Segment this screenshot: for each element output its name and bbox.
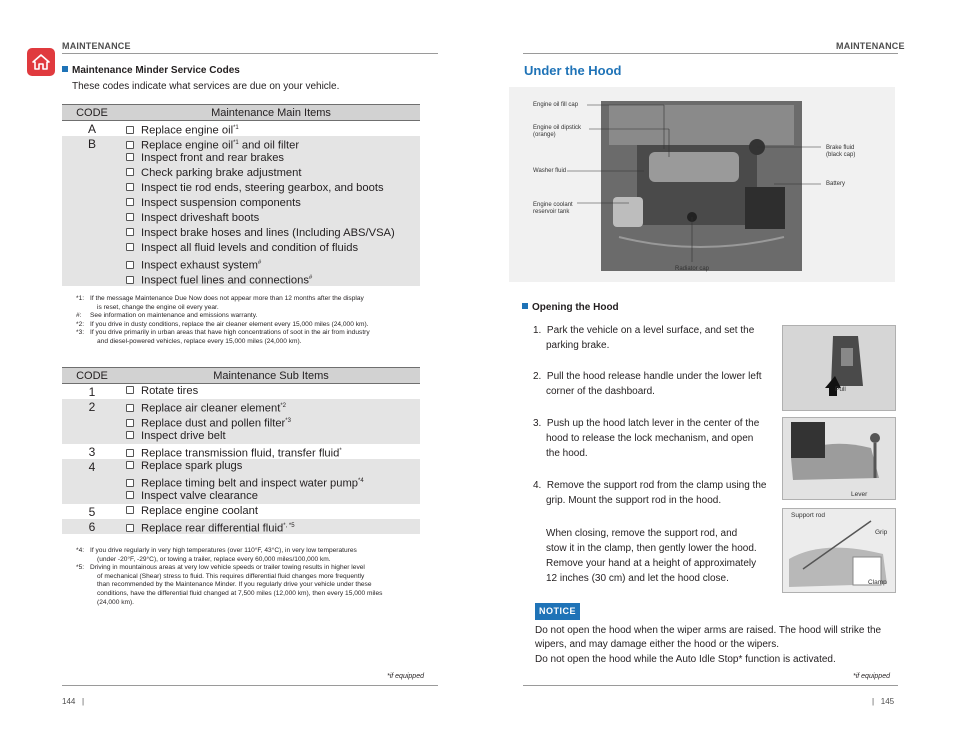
item-box-icon bbox=[126, 491, 134, 499]
item-text: Inspect drive belt bbox=[141, 430, 226, 442]
item-box-icon bbox=[126, 243, 134, 251]
maintenance-item bbox=[122, 181, 420, 196]
item-text: Inspect driveshaft boots bbox=[141, 212, 260, 224]
table-row bbox=[62, 384, 420, 400]
item-text: Inspect fuel lines and connections bbox=[141, 274, 309, 287]
footnote-line bbox=[76, 547, 441, 556]
footnote-mark: #: bbox=[76, 312, 82, 320]
item-text: Replace engine coolant bbox=[141, 505, 258, 517]
footnote-text: than recommended by the Maintenance Minder. If you regularly drive your vehicle under these bbox=[97, 581, 372, 589]
maintenance-item bbox=[122, 504, 420, 519]
maintenance-item bbox=[122, 399, 420, 414]
item-box-icon bbox=[126, 198, 134, 206]
footnotes-sub bbox=[76, 547, 441, 607]
table-row bbox=[62, 121, 420, 137]
footnote-line bbox=[76, 338, 441, 347]
item-text: Replace engine oil bbox=[141, 139, 234, 152]
photo-hood-release bbox=[782, 325, 896, 411]
table-row bbox=[62, 444, 420, 459]
item-text: Replace spark plugs bbox=[141, 460, 243, 472]
item-box-icon bbox=[126, 153, 134, 161]
item-footnote-mark: *1 bbox=[233, 140, 239, 146]
opening-hood-title: Opening the Hood bbox=[522, 302, 619, 313]
maintenance-item bbox=[122, 151, 420, 166]
maintenance-item bbox=[122, 489, 420, 504]
main-table-items-header: Maintenance Main Items bbox=[122, 105, 420, 121]
photo-hood-latch bbox=[782, 417, 896, 500]
maintenance-items-cell bbox=[122, 519, 420, 534]
item-footnote-mark: *4 bbox=[358, 478, 364, 484]
item-text: Check parking brake adjustment bbox=[141, 167, 302, 179]
item-box-icon bbox=[126, 449, 134, 457]
table-row bbox=[62, 459, 420, 504]
right-page-number: | 145 bbox=[872, 697, 895, 706]
item-box-icon bbox=[126, 404, 134, 412]
left-if-equipped: *if equipped bbox=[387, 673, 424, 680]
item-footnote-mark: *3 bbox=[285, 418, 291, 424]
right-header-rule bbox=[523, 53, 898, 54]
photo-support-rod bbox=[782, 508, 896, 593]
footnote-mark: *4: bbox=[76, 547, 85, 554]
item-box-icon bbox=[126, 213, 134, 221]
footnote-line bbox=[76, 304, 441, 313]
item-box-icon bbox=[126, 461, 134, 469]
footnote-text: See information on maintenance and emissions warranty. bbox=[90, 312, 258, 320]
callout-washer-fluid: Washer fluid bbox=[533, 168, 567, 174]
item-text: Inspect all fluid levels and condition of fluids bbox=[141, 242, 359, 254]
item-text: Replace dust and pollen filter bbox=[141, 417, 286, 430]
notice-text-2: Do not open the hood while the Auto Idle Stop* function is activated. bbox=[535, 654, 836, 665]
maintenance-item bbox=[122, 414, 420, 429]
step-1: 1. Park the vehicle on a level surface, and set the parking brake. bbox=[533, 325, 755, 351]
footnote-text: is reset, change the engine oil every year. bbox=[97, 303, 219, 311]
section-bullet-icon bbox=[62, 66, 68, 72]
home-icon bbox=[32, 53, 50, 71]
item-text: Replace transmission fluid, transfer fluid bbox=[141, 447, 340, 460]
notice-text-1: Do not open the hood when the wiper arms are raised. The hood will strike the wipers, and may damage either the hood or the wipers. bbox=[535, 625, 882, 650]
left-footer-rule bbox=[62, 685, 438, 686]
footnote-mark: *2: bbox=[76, 320, 85, 328]
maintenance-code: 4 bbox=[62, 459, 122, 504]
footnote-text: If the message Maintenance Due Now does not appear more than 12 months after the display bbox=[90, 295, 364, 302]
hood-latch-illustration bbox=[783, 418, 895, 499]
maintenance-item bbox=[122, 474, 420, 489]
maintenance-items-cell bbox=[122, 459, 420, 504]
item-box-icon bbox=[126, 141, 134, 149]
footnote-line bbox=[76, 295, 441, 304]
footnotes-main bbox=[76, 295, 441, 347]
callout-radiator-cap: Radiator cap bbox=[675, 266, 710, 272]
label-clamp: Clamp bbox=[868, 579, 887, 586]
item-box-icon bbox=[126, 386, 134, 394]
table-row bbox=[62, 136, 420, 286]
table-row bbox=[62, 519, 420, 534]
maintenance-items-cell bbox=[122, 504, 420, 519]
maintenance-item bbox=[122, 241, 420, 256]
item-text: Replace engine oil bbox=[141, 124, 234, 137]
left-page-number: 144 | bbox=[62, 697, 85, 706]
label-lever: Lever bbox=[851, 491, 868, 498]
maintenance-items-cell bbox=[122, 121, 420, 137]
item-box-icon bbox=[126, 431, 134, 439]
main-items-table bbox=[62, 104, 420, 286]
maintenance-items-cell bbox=[122, 136, 420, 286]
maintenance-code: 1 bbox=[88, 385, 96, 399]
footnote-line bbox=[76, 329, 441, 338]
item-box-icon bbox=[126, 419, 134, 427]
item-footnote-mark: *2 bbox=[280, 403, 286, 409]
maintenance-code: A bbox=[87, 122, 96, 136]
maintenance-code: 6 bbox=[62, 519, 122, 534]
notice-badge: NOTICE bbox=[535, 603, 580, 620]
item-text: Inspect tie rod ends, steering gearbox, and boots bbox=[141, 182, 384, 194]
maintenance-item bbox=[122, 121, 420, 136]
step-3: 3. Push up the hood latch lever in the center of the hood to release the lock mechanism, and open the hood. bbox=[533, 418, 760, 459]
item-footnote-mark: * bbox=[339, 448, 342, 454]
item-box-icon bbox=[126, 506, 134, 514]
callout-oil-dipstick: Engine oil dipstick (orange) bbox=[533, 125, 582, 138]
footnote-line bbox=[76, 564, 441, 573]
item-box-icon bbox=[126, 524, 134, 532]
maintenance-code: 3 bbox=[88, 445, 96, 459]
footnote-text: Driving in mountainous areas at very low vehicle speeds or trailer towing results in higher level bbox=[90, 564, 365, 572]
item-box-icon bbox=[126, 479, 134, 487]
callout-brake-fluid: Brake fluid (black cap) bbox=[826, 145, 856, 158]
item-box-icon bbox=[126, 261, 134, 269]
footnote-text: If you drive regularly in very high temperatures (over 110°F, 43°C), in very low temperatures bbox=[90, 547, 357, 554]
item-box-icon bbox=[126, 126, 134, 134]
callout-coolant-tank: Engine coolant reservoir tank bbox=[533, 202, 573, 215]
footnote-line bbox=[76, 581, 441, 590]
maintenance-item bbox=[122, 444, 420, 459]
item-text: Replace rear differential fluid bbox=[141, 522, 284, 535]
maintenance-code: 5 bbox=[88, 505, 96, 519]
item-text: Inspect suspension components bbox=[141, 197, 301, 209]
label-support-rod: Support rod bbox=[791, 512, 825, 519]
footnote-text: If you drive primarily in urban areas that have high concentrations of soot in the air from industry bbox=[90, 329, 370, 337]
maintenance-item bbox=[122, 136, 420, 151]
footnote-text: and diesel-powered vehicles, replace every 15,000 miles (24,000 km). bbox=[97, 337, 302, 345]
right-page-header: MAINTENANCE bbox=[836, 41, 905, 51]
item-footnote-mark: # bbox=[257, 260, 262, 266]
footnote-text: conditions, have the differential fluid changed at 7,500 miles (12,000 km), then every 15,000 miles bbox=[97, 589, 383, 597]
footnote-line bbox=[76, 573, 441, 582]
footnote-text: (under -20°F, -29°C), or towing a trailer, replace every 60,000 miles/100,000 km. bbox=[97, 555, 331, 563]
footnote-line bbox=[76, 321, 441, 330]
right-footer-rule bbox=[523, 685, 898, 686]
item-box-icon bbox=[126, 276, 134, 284]
hood-release-illustration bbox=[783, 326, 895, 410]
label-pull: Pull bbox=[835, 386, 846, 393]
maintenance-code: 2 bbox=[62, 399, 122, 444]
item-footnote-mark: *1 bbox=[233, 125, 239, 131]
engine-bay-diagram bbox=[509, 87, 895, 282]
maintenance-item bbox=[122, 211, 420, 226]
intro-text: These codes indicate what services are due on your vehicle. bbox=[72, 81, 340, 92]
page-title: Under the Hood bbox=[524, 63, 622, 78]
footnote-line bbox=[76, 590, 441, 599]
sub-table-items-header: Maintenance Sub Items bbox=[122, 368, 420, 384]
maintenance-code: B bbox=[62, 136, 122, 286]
right-if-equipped: *if equipped bbox=[853, 673, 890, 680]
footnote-text: If you drive in dusty conditions, replace the air cleaner element every 15,000 miles (24,000 km). bbox=[90, 320, 369, 328]
callout-oil-fill-cap: Engine oil fill cap bbox=[533, 102, 579, 108]
opening-bullet-icon bbox=[522, 303, 528, 309]
closing-instructions: When closing, remove the support rod, and stow it in the clamp, then gently lower the hood. Remove your hand at a height of approximately 12 inches (30 cm) and let the hood close. bbox=[546, 528, 757, 584]
maintenance-items-cell bbox=[122, 399, 420, 444]
maintenance-item bbox=[122, 196, 420, 211]
table-row bbox=[62, 399, 420, 444]
item-text: Inspect front and rear brakes bbox=[141, 152, 285, 164]
maintenance-item bbox=[122, 166, 420, 181]
maintenance-item bbox=[122, 429, 420, 444]
maintenance-item bbox=[122, 384, 420, 399]
item-box-icon bbox=[126, 183, 134, 191]
maintenance-items-cell bbox=[122, 384, 420, 400]
item-text: Replace timing belt and inspect water pump bbox=[141, 477, 359, 490]
table-row bbox=[62, 504, 420, 519]
item-text: Rotate tires bbox=[141, 385, 199, 397]
left-header-rule bbox=[62, 53, 438, 54]
footnote-text: of mechanical (Shear) stress to fluid. This requires differential fluid changes more frequently bbox=[97, 572, 365, 580]
footnote-mark: *3: bbox=[76, 329, 85, 337]
item-text-continued: and oil filter bbox=[238, 139, 300, 152]
step-4: 4. Remove the support rod from the clamp using the grip. Mount the support rod in the hood. bbox=[533, 480, 767, 506]
item-text: Inspect valve clearance bbox=[141, 490, 258, 502]
left-page-header: MAINTENANCE bbox=[62, 41, 131, 51]
maintenance-item bbox=[122, 519, 420, 534]
footnote-mark: *5: bbox=[76, 564, 85, 572]
sub-items-table bbox=[62, 367, 420, 534]
maintenance-item bbox=[122, 271, 420, 286]
item-text: Inspect brake hoses and lines (Including ABS/VSA) bbox=[141, 227, 395, 239]
item-text: Replace air cleaner element bbox=[141, 402, 281, 415]
main-table-code-header: CODE bbox=[62, 105, 122, 121]
sub-table-code-header: CODE bbox=[62, 368, 122, 384]
maintenance-item bbox=[122, 256, 420, 271]
footnote-mark: *1: bbox=[76, 295, 85, 302]
label-grip: Grip bbox=[875, 529, 888, 536]
item-box-icon bbox=[126, 228, 134, 236]
step-2: 2. Pull the hood release handle under the lower left corner of the dashboard. bbox=[533, 371, 762, 397]
footnote-text: (24,000 km). bbox=[97, 598, 135, 606]
item-footnote-mark: *, *5 bbox=[283, 523, 295, 529]
item-footnote-mark: # bbox=[308, 275, 313, 281]
footnote-line bbox=[76, 556, 441, 565]
item-box-icon bbox=[126, 168, 134, 176]
item-text: Inspect exhaust system bbox=[141, 259, 258, 272]
callout-battery: Battery bbox=[826, 181, 846, 187]
footnote-line bbox=[76, 312, 441, 321]
section-title: Maintenance Minder Service Codes bbox=[62, 65, 240, 76]
footnote-line bbox=[76, 599, 441, 608]
maintenance-items-cell bbox=[122, 444, 420, 459]
maintenance-item bbox=[122, 226, 420, 241]
maintenance-item bbox=[122, 459, 420, 474]
home-button[interactable] bbox=[27, 48, 55, 76]
